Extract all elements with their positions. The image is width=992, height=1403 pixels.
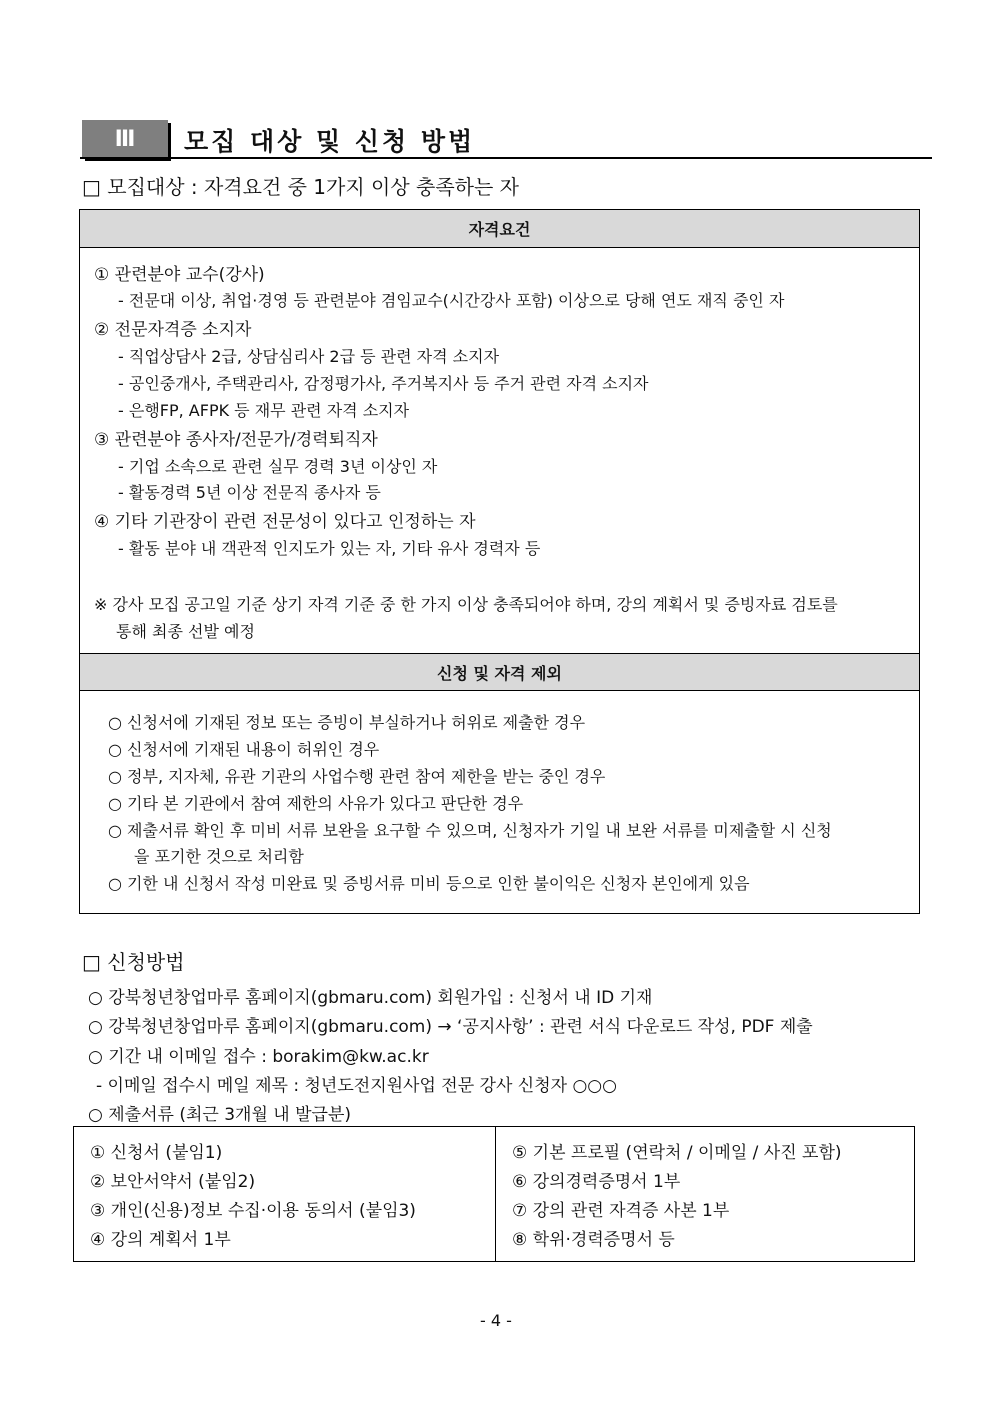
exclusion-item-continued: 을 포기한 것으로 처리함 (134, 847, 304, 866)
section-number-badge: Ⅲ (82, 120, 168, 158)
document-item: ⑥ 강의경력증명서 1부 (512, 1172, 681, 1192)
qualification-note: 통해 최종 선발 예정 (116, 622, 255, 641)
qualification-detail: - 기업 소속으로 관련 실무 경력 3년 이상인 자 (118, 457, 438, 476)
section-underline (80, 157, 932, 159)
documents-table-divider (495, 1127, 496, 1261)
qualification-item: ① 관련분야 교수(강사) (94, 265, 265, 285)
method-item: ○ 강북청년창업마루 홈페이지(gbmaru.com) 회원가입 : 신청서 내 ID 기재 (88, 988, 653, 1008)
qualification-box (79, 209, 920, 914)
document-item: ⑧ 학위·경력증명서 등 (512, 1230, 675, 1250)
section-title: 모집 대상 및 신청 방법 (184, 127, 476, 156)
documents-table (73, 1126, 915, 1262)
exclusion-item: ○ 신청서에 기재된 정보 또는 증빙이 부실하거나 허위로 제출한 경우 (108, 713, 586, 732)
exclusion-item: ○ 기한 내 신청서 작성 미완료 및 증빙서류 미비 등으로 인한 불이익은 신청자 본인에게 있음 (108, 874, 750, 893)
method-item: ○ 강북청년창업마루 홈페이지(gbmaru.com) → ‘공지사항’ : 관련 서식 다운로드 작성, PDF 제출 (88, 1017, 813, 1037)
method-item: ○ 제출서류 (최근 3개월 내 발급분) (88, 1105, 351, 1125)
exclusion-item: ○ 기타 본 기관에서 참여 제한의 사유가 있다고 판단한 경우 (108, 794, 524, 813)
exclusion-item: ○ 정부, 지자체, 유관 기관의 사업수행 관련 참여 제한을 받는 중인 경우 (108, 767, 606, 786)
document-item: ① 신청서 (붙임1) (90, 1143, 223, 1163)
exclusion-item: ○ 제출서류 확인 후 미비 서류 보완을 요구할 수 있으며, 신청자가 기일 내 보완 서류를 미제출할 시 신청 (108, 821, 832, 840)
method-item: ○ 기간 내 이메일 접수 : borakim@kw.ac.kr (88, 1047, 429, 1067)
method-heading: □ 신청방법 (82, 950, 185, 974)
document-item: ⑤ 기본 프로필 (연락처 / 이메일 / 사진 포함) (512, 1143, 842, 1163)
document-item: ④ 강의 계획서 1부 (90, 1230, 231, 1250)
page-number: - 4 - (480, 1311, 512, 1330)
qualification-item: ② 전문자격증 소지자 (94, 320, 252, 340)
qualification-item: ③ 관련분야 종사자/전문가/경력퇴직자 (94, 430, 378, 450)
qualification-detail: - 활동 분야 내 객관적 인지도가 있는 자, 기타 유사 경력자 등 (118, 539, 541, 558)
qualification-detail: - 전문대 이상, 취업·경영 등 관련분야 겸임교수(시간강사 포함) 이상으로 당해 연도 재직 중인 자 (118, 291, 785, 310)
recruit-target-heading: □ 모집대상 : 자격요건 중 1가지 이상 충족하는 자 (82, 175, 519, 199)
qualification-detail: - 직업상담사 2급, 상담심리사 2급 등 관련 자격 소지자 (118, 347, 500, 366)
qualification-detail: - 공인중개사, 주택관리사, 감정평가사, 주거복지사 등 주거 관련 자격 소지자 (118, 374, 649, 393)
qualification-detail: - 은행FP, AFPK 등 재무 관련 자격 소지자 (118, 401, 410, 420)
section-header (80, 118, 932, 160)
document-item: ⑦ 강의 관련 자격증 사본 1부 (512, 1201, 730, 1221)
exclusion-item: ○ 신청서에 기재된 내용이 허위인 경우 (108, 740, 380, 759)
document-item: ③ 개인(신용)정보 수집·이용 동의서 (붙임3) (90, 1201, 416, 1221)
exclusion-header: 신청 및 자격 제외 (80, 653, 919, 691)
document-item: ② 보안서약서 (붙임2) (90, 1172, 256, 1192)
method-item-detail: - 이메일 접수시 메일 제목 : 청년도전지원사업 전문 강사 신청자 ○○○ (96, 1076, 617, 1096)
qualification-note: ※ 강사 모집 공고일 기준 상기 자격 기준 중 한 가지 이상 충족되어야 하며, 강의 계획서 및 증빙자료 검토를 (94, 595, 838, 614)
qualification-detail: - 활동경력 5년 이상 전문직 종사자 등 (118, 483, 381, 502)
qualification-item: ④ 기타 기관장이 관련 전문성이 있다고 인정하는 자 (94, 512, 476, 532)
qualification-header: 자격요건 (80, 210, 919, 248)
